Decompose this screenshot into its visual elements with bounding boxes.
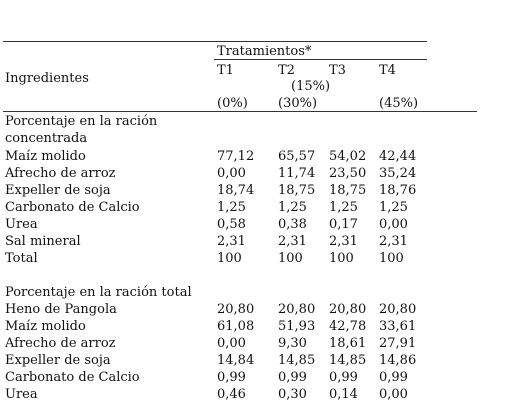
pct-t1: (0%) xyxy=(217,96,248,111)
cell-t3: 2,31 xyxy=(329,234,358,249)
cell-t2: 100 xyxy=(278,251,303,266)
cell-t2: 14,85 xyxy=(278,353,316,368)
cell-t3: 14,85 xyxy=(329,353,367,368)
cell-t3: 23,50 xyxy=(329,166,367,181)
cell-t2: 20,80 xyxy=(278,302,316,317)
cell-t2: 0,99 xyxy=(278,370,307,385)
cell-t3: 18,75 xyxy=(329,183,367,198)
cell-t3: 20,80 xyxy=(329,302,367,317)
row-label: Carbonato de Calcio xyxy=(5,200,140,215)
pct-15: (15%) xyxy=(291,79,331,94)
cell-t3: 18,61 xyxy=(329,336,367,351)
cell-t3: 42,78 xyxy=(329,319,367,334)
cell-t4: 14,86 xyxy=(379,353,417,368)
cell-t1: 1,25 xyxy=(217,200,246,215)
pct-t2: (30%) xyxy=(278,96,318,111)
cell-t4: 0,00 xyxy=(379,387,408,402)
cell-t4: 42,44 xyxy=(379,149,417,164)
cell-t4: 27,91 xyxy=(379,336,417,351)
row-label: Sal mineral xyxy=(5,234,81,249)
cell-t2: 65,57 xyxy=(278,149,316,164)
col-t4: T4 xyxy=(379,63,396,78)
row-label: Urea xyxy=(5,387,38,402)
cell-t4: 18,76 xyxy=(379,183,417,198)
cell-t1: 2,31 xyxy=(217,234,246,249)
cell-t4: 0,99 xyxy=(379,370,408,385)
cell-t2: 18,75 xyxy=(278,183,316,198)
cell-t2: 9,30 xyxy=(278,336,307,351)
row-label: Expeller de soja xyxy=(5,183,111,198)
cell-t2: 51,93 xyxy=(278,319,316,334)
cell-t2: 11,74 xyxy=(278,166,316,181)
ingredients-heading: Ingredientes xyxy=(5,71,89,86)
cell-t3: 54,02 xyxy=(329,149,367,164)
row-label: Total xyxy=(5,251,38,266)
cell-t1: 61,08 xyxy=(217,319,255,334)
cell-t2: 0,30 xyxy=(278,387,307,402)
cell-t1: 77,12 xyxy=(217,149,255,164)
cell-t4: 35,24 xyxy=(379,166,417,181)
cell-t1: 0,58 xyxy=(217,217,246,232)
col-t1: T1 xyxy=(217,63,234,78)
cell-t4: 0,00 xyxy=(379,217,408,232)
cell-t4: 33,61 xyxy=(379,319,417,334)
treatments-heading: Tratamientos* xyxy=(217,44,312,59)
col-t3: T3 xyxy=(329,63,346,78)
cell-t1: 0,00 xyxy=(217,336,246,351)
cell-t3: 0,14 xyxy=(329,387,358,402)
cell-t2: 0,38 xyxy=(278,217,307,232)
row-label: Heno de Pangola xyxy=(5,302,117,317)
row-label: Afrecho de arroz xyxy=(5,166,116,181)
cell-t1: 100 xyxy=(217,251,242,266)
cell-t3: 0,99 xyxy=(329,370,358,385)
row-label: Maíz molido xyxy=(5,149,86,164)
row-label: Maíz molido xyxy=(5,319,86,334)
pct-t4: (45%) xyxy=(379,96,419,111)
section2-title: Porcentaje en la ración total xyxy=(5,285,192,300)
cell-t1: 14,84 xyxy=(217,353,255,368)
row-label: Expeller de soja xyxy=(5,353,111,368)
cell-t1: 18,74 xyxy=(217,183,255,198)
cell-t4: 2,31 xyxy=(379,234,408,249)
top-rule xyxy=(3,41,427,42)
cell-t1: 0,00 xyxy=(217,166,246,181)
section1-title: Porcentaje en la ración xyxy=(5,114,158,129)
cell-t3: 0,17 xyxy=(329,217,358,232)
cell-t1: 0,99 xyxy=(217,370,246,385)
cell-t4: 20,80 xyxy=(379,302,417,317)
cell-t4: 100 xyxy=(379,251,404,266)
col-t2: T2 xyxy=(278,63,295,78)
cell-t1: 20,80 xyxy=(217,302,255,317)
row-label: Urea xyxy=(5,217,38,232)
cell-t1: 0,46 xyxy=(217,387,246,402)
cell-t2: 2,31 xyxy=(278,234,307,249)
cell-t2: 1,25 xyxy=(278,200,307,215)
cell-t3: 100 xyxy=(329,251,354,266)
cell-t4: 1,25 xyxy=(379,200,408,215)
row-label: Afrecho de arroz xyxy=(5,336,116,351)
row-label: Carbonato de Calcio xyxy=(5,370,140,385)
section1-title-cont: concentrada xyxy=(5,131,88,146)
cell-t3: 1,25 xyxy=(329,200,358,215)
